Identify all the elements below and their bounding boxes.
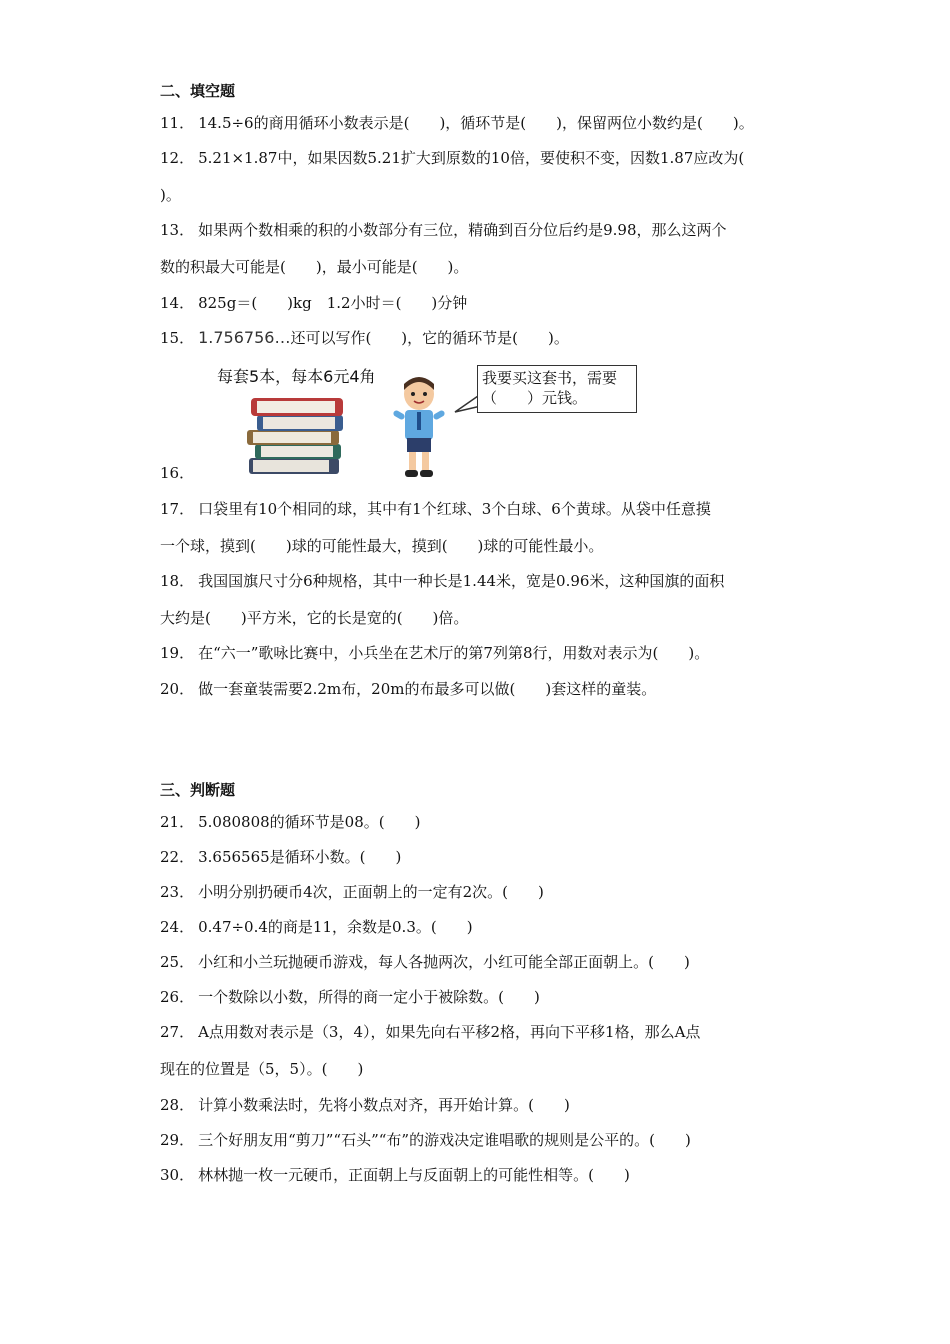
boy-illustration	[383, 372, 455, 482]
question-number: 13．	[160, 221, 195, 239]
question-12	[160, 148, 744, 168]
question-text: 做一套童装需要2.2m布，20m的布最多可以做( )套这样的童装。	[198, 680, 657, 698]
question-number: 16．	[160, 464, 195, 482]
question-16	[160, 463, 194, 483]
question-20	[160, 679, 656, 699]
books-figure	[205, 360, 645, 485]
bubble-line-2: （ ）元钱。	[482, 389, 588, 407]
question-25	[160, 952, 690, 972]
question-text: 三个好朋友用“剪刀”“石头”“布”的游戏决定谁唱歌的规则是公平的。( )	[198, 1131, 691, 1149]
question-12-continued: )。	[160, 186, 181, 204]
question-number: 29．	[160, 1131, 195, 1149]
question-number: 11．	[160, 114, 195, 132]
question-number: 21．	[160, 813, 195, 831]
question-number: 12．	[160, 149, 195, 167]
question-22	[160, 847, 401, 867]
question-13-continued: 数的积最大可能是( )，最小可能是( )。	[160, 258, 469, 276]
question-24	[160, 917, 473, 937]
question-21	[160, 812, 420, 832]
question-17-continued: 一个球，摸到( )球的可能性最大，摸到( )球的可能性最小。	[160, 537, 604, 555]
question-number: 14．	[160, 294, 195, 312]
question-text: 口袋里有10个相同的球，其中有1个红球、3个白球、6个黄球。从袋中任意摸	[198, 500, 711, 518]
question-text: 小红和小兰玩抛硬币游戏，每人各抛两次，小红可能全部正面朝上。( )	[198, 953, 690, 971]
question-number: 20．	[160, 680, 195, 698]
question-18	[160, 571, 724, 591]
question-text: 如果两个数相乘的积的小数部分有三位，精确到百分位后约是9.98，那么这两个	[198, 221, 727, 239]
question-text: 3.656565是循环小数。( )	[198, 848, 402, 866]
question-23	[160, 882, 544, 902]
question-text: A点用数对表示是（3，4），如果先向右平移2格，再向下平移1格，那么A点	[198, 1023, 701, 1041]
question-text: 计算小数乘法时，先将小数点对齐，再开始计算。( )	[198, 1096, 570, 1114]
question-text: 5.080808的循环节是08。( )	[198, 813, 421, 831]
question-18-continued: 大约是( )平方米，它的长是宽的( )倍。	[160, 609, 469, 627]
question-number: 27．	[160, 1023, 195, 1041]
question-number: 25．	[160, 953, 195, 971]
question-number: 24．	[160, 918, 195, 936]
question-28	[160, 1095, 570, 1115]
question-number: 18．	[160, 572, 195, 590]
question-text: 一个数除以小数，所得的商一定小于被除数。( )	[198, 988, 540, 1006]
question-14	[160, 293, 467, 313]
question-text: 还可以写作( )，它的循环节是( )。	[290, 329, 569, 347]
question-number: 15．	[160, 329, 195, 347]
question-number: 19．	[160, 644, 195, 662]
question-text: 在“六一”歌咏比赛中，小兵坐在艺术厅的第7列第8行，用数对表示为( )。	[198, 644, 710, 662]
section-true-false-title: 三、判断题	[160, 781, 236, 799]
book-stack-illustration	[245, 388, 355, 483]
question-text: 我国国旗尺寸分6种规格，其中一种长是1.44米，宽是0.96米，这种国旗的面积	[198, 572, 725, 590]
question-number: 17．	[160, 500, 195, 518]
question-13	[160, 220, 727, 240]
question-17	[160, 499, 711, 519]
question-number: 23．	[160, 883, 195, 901]
question-29	[160, 1130, 691, 1150]
speech-bubble	[477, 365, 637, 413]
question-19	[160, 643, 709, 663]
question-number: 22．	[160, 848, 195, 866]
question-number: 30．	[160, 1166, 195, 1184]
question-27-continued: 现在的位置是（5，5）。( )	[160, 1060, 364, 1078]
question-text: 825g＝( )kg 1.2小时＝( )分钟	[198, 294, 468, 312]
question-number: 26．	[160, 988, 195, 1006]
section-fill-blank-title: 二、填空题	[160, 82, 236, 100]
question-30	[160, 1165, 630, 1185]
question-26	[160, 987, 540, 1007]
bubble-line-1: 我要买这套书，需要	[482, 369, 618, 387]
question-text: 14.5÷6的商用循环小数表示是( )，循环节是( )，保留两位小数约是( )。	[198, 114, 754, 132]
books-caption: 每套5本，每本6元4角	[217, 367, 376, 386]
question-15	[160, 328, 569, 348]
question-27	[160, 1022, 700, 1042]
question-text: 0.47÷0.4的商是11，余数是0.3。( )	[198, 918, 473, 936]
repeating-decimal: 1.756756…	[198, 328, 291, 347]
question-number: 28．	[160, 1096, 195, 1114]
question-11	[160, 113, 754, 133]
question-text: 林林抛一枚一元硬币，正面朝上与反面朝上的可能性相等。( )	[198, 1166, 630, 1184]
question-text: 小明分别扔硬币4次，正面朝上的一定有2次。( )	[198, 883, 544, 901]
question-text: 5.21×1.87中，如果因数5.21扩大到原数的10倍，要使积不变，因数1.87应改为(	[198, 149, 745, 167]
